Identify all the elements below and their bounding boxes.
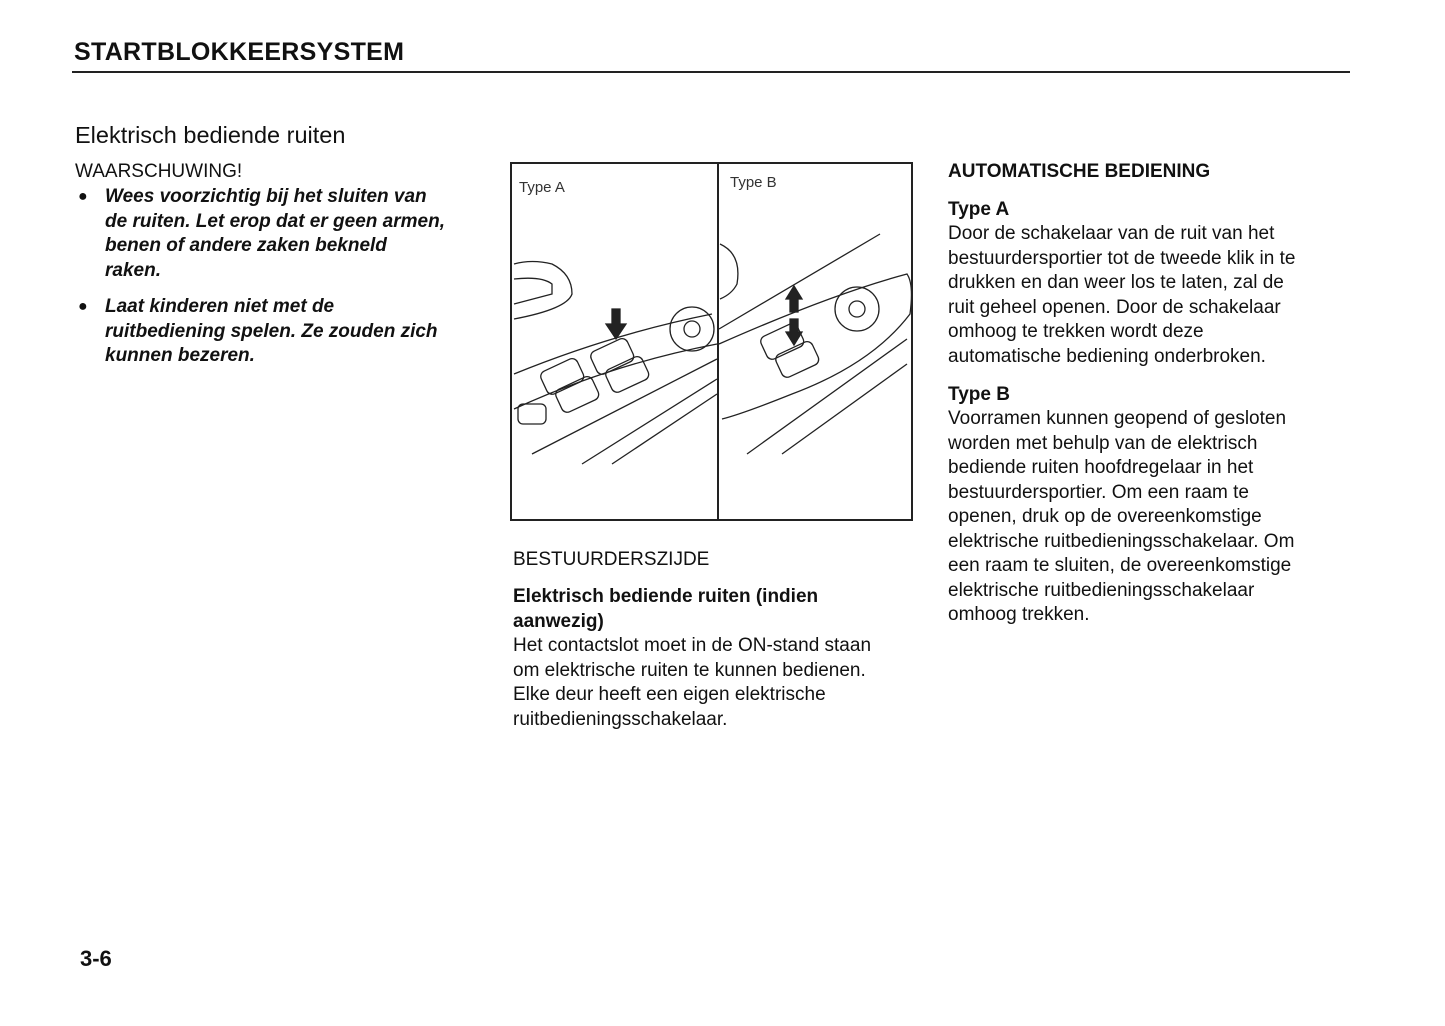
text-line: openen, druk op de overeenkomstige: [948, 506, 1262, 527]
text-line: Elke deur heeft een eigen elektrische: [513, 684, 826, 705]
text-line: raken.: [105, 259, 161, 281]
text-line: elektrische ruitbedieningsschakelaar. Om: [948, 530, 1295, 552]
text-line: om elektrische ruiten te kunnen bedienen.: [513, 659, 866, 681]
header-rule: [72, 71, 1350, 73]
window-switch-illustration: [510, 162, 913, 521]
text-line: worden met behulp van de elektrisch: [948, 432, 1258, 454]
text-line: benen of andere zaken bekneld: [105, 235, 387, 256]
text-line: Het contactslot moet in de ON-stand staan: [513, 635, 872, 656]
section-header: STARTBLOKKEERSYSTEM: [74, 38, 405, 66]
text-line: Elektrisch bediende ruiten (indien: [513, 586, 819, 607]
text-line: ruitbediening spelen. Ze zouden zich: [105, 320, 438, 342]
text-line: Voorramen kunnen geopend of gesloten: [948, 408, 1287, 429]
warning-bullet-2: [78, 295, 438, 369]
text-line: elektrische ruitbedieningsschakelaar: [948, 579, 1255, 601]
type-a-body: [948, 222, 1295, 369]
text-line: omhoog trekken.: [948, 604, 1090, 625]
text-line: automatische bediening onderbroken.: [948, 345, 1266, 367]
middle-subheading: [513, 585, 818, 634]
type-b-body: [948, 407, 1294, 628]
text-line: een raam te sluiten, de overeenkomstige: [948, 555, 1292, 576]
auto-operation-section: AUTOMATISCHE BEDIENING: [948, 161, 1211, 182]
middle-body: [513, 634, 871, 732]
text-line: bediende ruiten hoofdregelaar in het: [948, 457, 1254, 478]
text-line: Door de schakelaar van de ruit van het: [948, 223, 1275, 244]
text-line: aanwezig): [513, 610, 604, 632]
page-heading: Elektrisch bediende ruiten: [75, 122, 346, 148]
driver-side-section: BESTUURDERSZIJDE: [513, 549, 710, 570]
text-line: kunnen bezeren.: [105, 345, 255, 366]
door-panel-drawing: [512, 164, 912, 520]
type-b-title: Type B: [948, 384, 1010, 405]
figure-label-type-a: Type A: [519, 179, 565, 196]
text-line: de ruiten. Let erop dat er geen armen,: [105, 210, 445, 232]
bullet-icon: ●: [78, 298, 88, 315]
text-line: bestuurdersportier. Om een raam te: [948, 481, 1249, 503]
text-line: Laat kinderen niet met de: [105, 296, 335, 317]
warning-bullet-1: [78, 185, 445, 283]
text-line: bestuurdersportier tot de tweede klik in te: [948, 247, 1296, 269]
text-line: Wees voorzichtig bij het sluiten van: [105, 186, 427, 207]
type-a-title: Type A: [948, 199, 1010, 220]
figure-label-type-b: Type B: [730, 174, 777, 191]
page-number: 3-6: [80, 946, 112, 971]
text-line: ruitbedieningsschakelaar.: [513, 708, 728, 730]
text-line: ruit geheel openen. Door de schakelaar: [948, 296, 1281, 318]
text-line: omhoog te trekken wordt deze: [948, 321, 1204, 342]
bullet-icon: ●: [78, 188, 88, 205]
text-line: drukken en dan weer los te laten, zal de: [948, 272, 1284, 293]
warning-label: WAARSCHUWING!: [75, 161, 243, 182]
